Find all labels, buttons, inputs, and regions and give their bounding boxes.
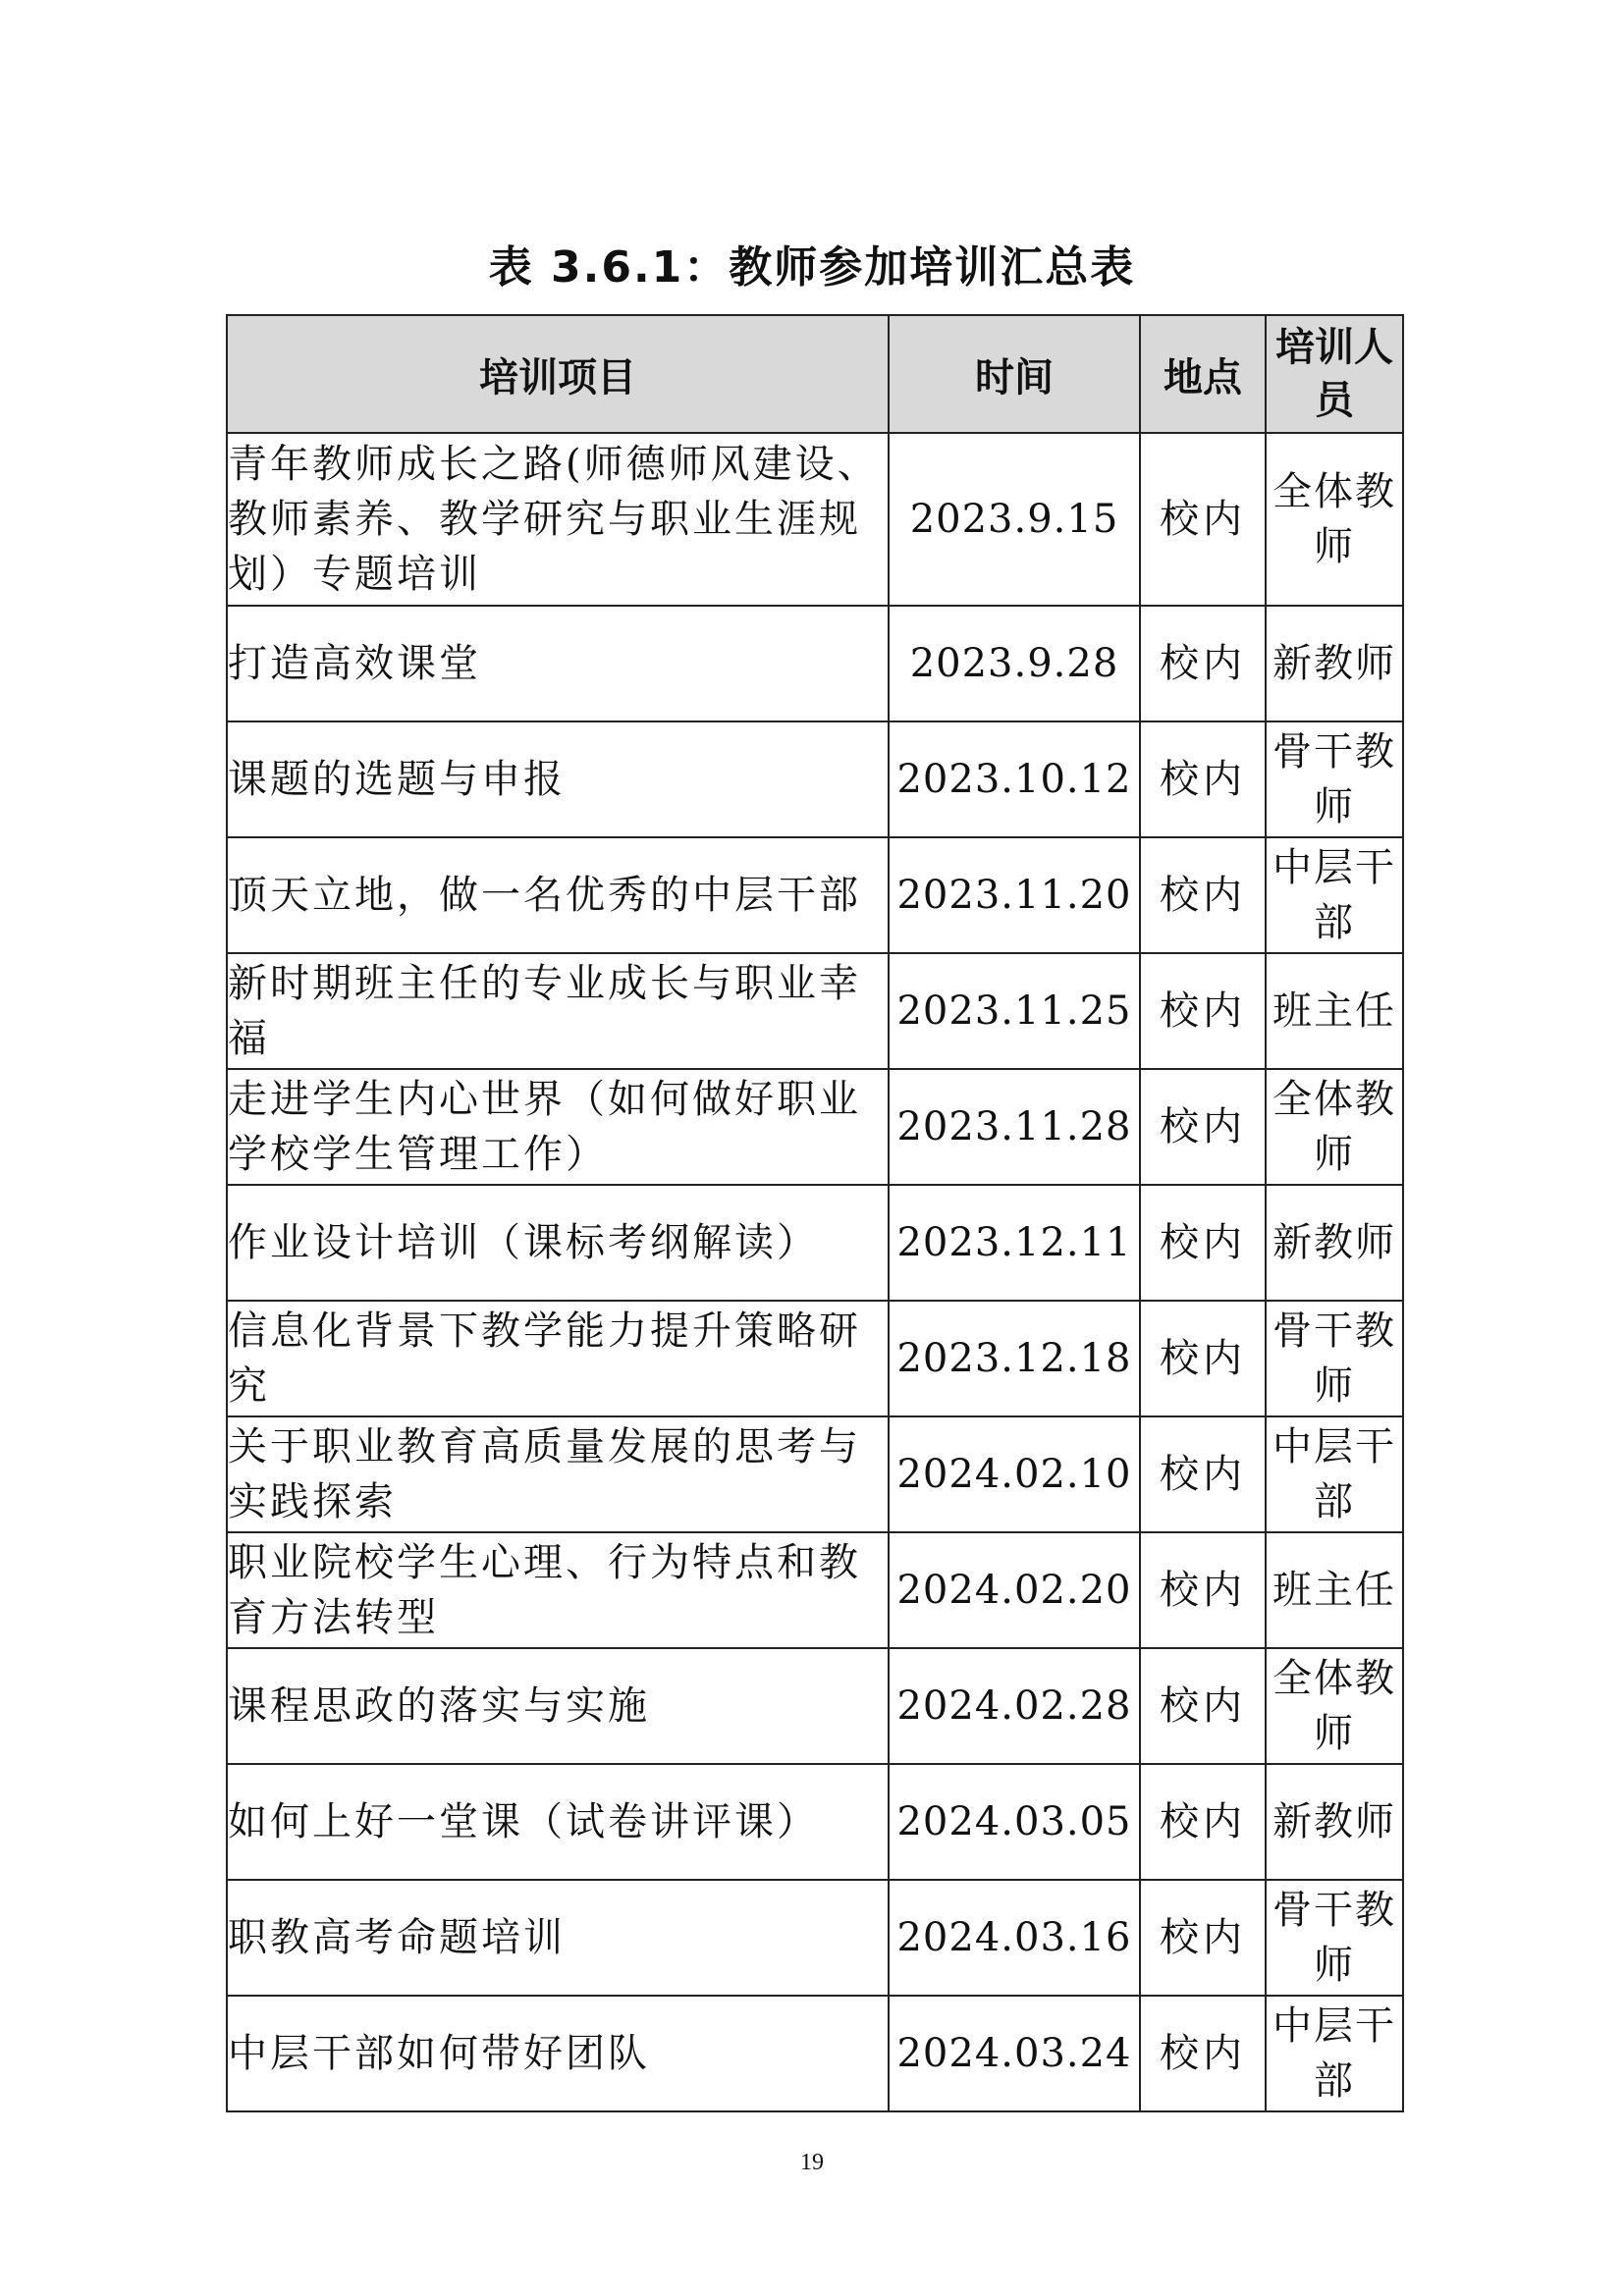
- cell-people: 新教师: [1266, 606, 1403, 721]
- cell-place: 校内: [1140, 721, 1266, 837]
- table-row: [227, 1069, 1403, 1185]
- training-summary-table: [226, 314, 1404, 2112]
- cell-date: 2023.10.12: [889, 721, 1140, 837]
- cell-item: 课题的选题与申报: [227, 721, 889, 837]
- header-item: 培训项目: [227, 315, 889, 433]
- table-row: [227, 953, 1403, 1069]
- cell-place: 校内: [1140, 1648, 1266, 1764]
- cell-item: 打造高效课堂: [227, 606, 889, 721]
- cell-item: 中层干部如何带好团队: [227, 1996, 889, 2111]
- cell-item: 青年教师成长之路(师德师风建设、教师素养、教学研究与职业生涯规划）专题培训: [227, 433, 889, 606]
- cell-place: 校内: [1140, 1416, 1266, 1532]
- cell-place: 校内: [1140, 606, 1266, 721]
- table-row: [227, 721, 1403, 837]
- table-row: [227, 1301, 1403, 1416]
- table-title: 表 3.6.1：教师参加培训汇总表: [488, 242, 1136, 293]
- cell-item: 走进学生内心世界（如何做好职业学校学生管理工作）: [227, 1069, 889, 1185]
- cell-item: 信息化背景下教学能力提升策略研究: [227, 1301, 889, 1416]
- header-people: 培训人员: [1266, 315, 1403, 433]
- table-row: [227, 1996, 1403, 2111]
- cell-people: 骨干教师: [1266, 1880, 1403, 1996]
- cell-people: 新教师: [1266, 1185, 1403, 1301]
- cell-people: 全体教师: [1266, 1648, 1403, 1764]
- cell-date: 2023.11.28: [889, 1069, 1140, 1185]
- table-row: [227, 433, 1403, 606]
- cell-place: 校内: [1140, 433, 1266, 606]
- cell-date: 2024.02.28: [889, 1648, 1140, 1764]
- cell-date: 2024.03.16: [889, 1880, 1140, 1996]
- table-row: [227, 1648, 1403, 1764]
- cell-date: 2024.03.05: [889, 1764, 1140, 1880]
- cell-people: 骨干教师: [1266, 721, 1403, 837]
- cell-date: 2023.9.28: [889, 606, 1140, 721]
- cell-date: 2023.12.18: [889, 1301, 1140, 1416]
- cell-place: 校内: [1140, 1996, 1266, 2111]
- table-row: [227, 1880, 1403, 1996]
- cell-item: 关于职业教育高质量发展的思考与实践探索: [227, 1416, 889, 1532]
- cell-date: 2023.9.15: [889, 433, 1140, 606]
- cell-place: 校内: [1140, 1069, 1266, 1185]
- cell-place: 校内: [1140, 1880, 1266, 1996]
- cell-date: 2023.12.11: [889, 1185, 1140, 1301]
- header-time: 时间: [889, 315, 1140, 433]
- table-row: [227, 1764, 1403, 1880]
- cell-item: 课程思政的落实与实施: [227, 1648, 889, 1764]
- cell-date: 2024.02.10: [889, 1416, 1140, 1532]
- cell-people: 班主任: [1266, 953, 1403, 1069]
- cell-people: 中层干部: [1266, 837, 1403, 953]
- cell-place: 校内: [1140, 1764, 1266, 1880]
- cell-people: 新教师: [1266, 1764, 1403, 1880]
- cell-item: 如何上好一堂课（试卷讲评课）: [227, 1764, 889, 1880]
- table-row: [227, 606, 1403, 721]
- cell-item: 职业院校学生心理、行为特点和教育方法转型: [227, 1532, 889, 1648]
- cell-item: 作业设计培训（课标考纲解读）: [227, 1185, 889, 1301]
- cell-people: 全体教师: [1266, 433, 1403, 606]
- cell-item: 顶天立地，做一名优秀的中层干部: [227, 837, 889, 953]
- cell-people: 中层干部: [1266, 1996, 1403, 2111]
- cell-date: 2023.11.20: [889, 837, 1140, 953]
- cell-place: 校内: [1140, 1532, 1266, 1648]
- cell-item: 新时期班主任的专业成长与职业幸福: [227, 953, 889, 1069]
- cell-place: 校内: [1140, 953, 1266, 1069]
- cell-people: 全体教师: [1266, 1069, 1403, 1185]
- table-row: [227, 837, 1403, 953]
- cell-item: 职教高考命题培训: [227, 1880, 889, 1996]
- table-row: [227, 1185, 1403, 1301]
- cell-place: 校内: [1140, 1185, 1266, 1301]
- cell-place: 校内: [1140, 837, 1266, 953]
- header-place: 地点: [1140, 315, 1266, 433]
- cell-date: 2024.03.24: [889, 1996, 1140, 2111]
- table-row: [227, 1532, 1403, 1648]
- cell-date: 2024.02.20: [889, 1532, 1140, 1648]
- table-header-row: [227, 315, 1403, 433]
- cell-people: 班主任: [1266, 1532, 1403, 1648]
- cell-place: 校内: [1140, 1301, 1266, 1416]
- cell-date: 2023.11.25: [889, 953, 1140, 1069]
- page-number: 19: [800, 2150, 824, 2175]
- table-row: [227, 1416, 1403, 1532]
- cell-people: 中层干部: [1266, 1416, 1403, 1532]
- cell-people: 骨干教师: [1266, 1301, 1403, 1416]
